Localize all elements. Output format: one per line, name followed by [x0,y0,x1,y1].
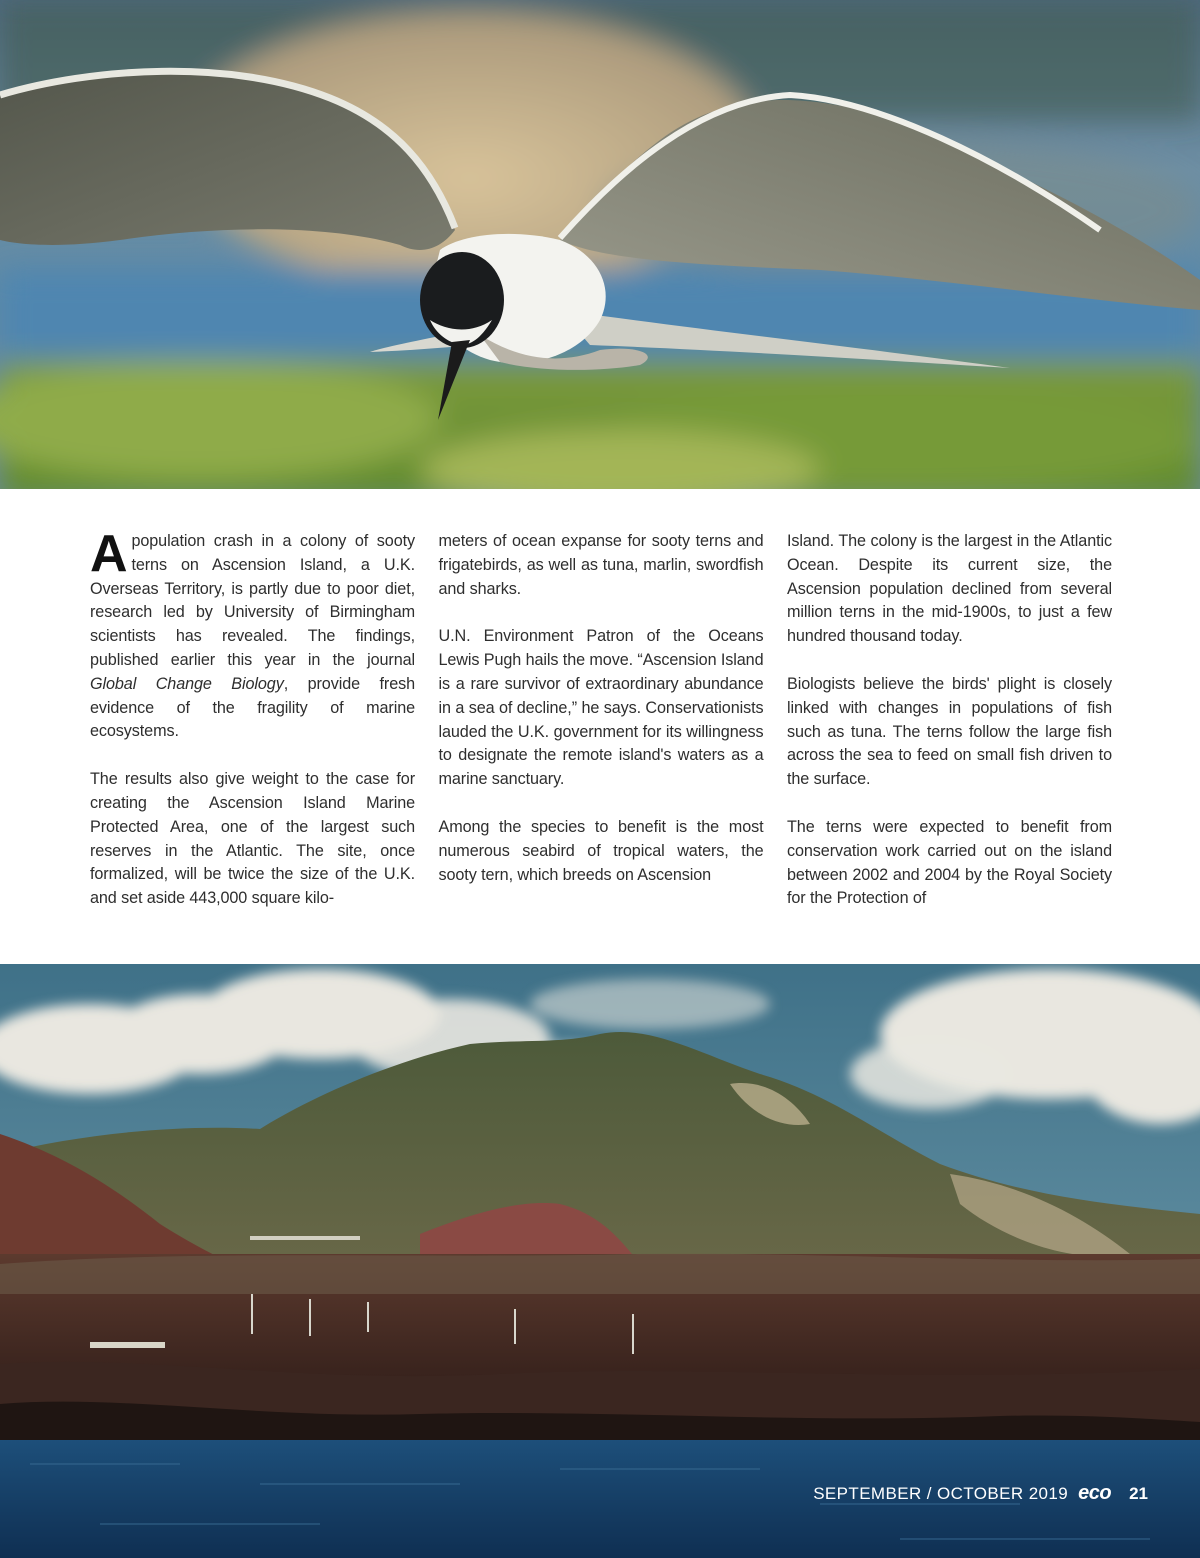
article-column-3 [787,530,1112,935]
article-paragraph: Island. The colony is the largest in the Atlantic Ocean. Despite its current size, the Ascension population declined from several million terns in the mid-1900s, to just a few hundred thousand today. [787,532,1112,646]
article-column-1 [90,525,415,935]
eco-logo: eco [1078,1482,1112,1504]
page-footer [813,1482,1148,1505]
paragraph-text: population crash in a colony of sooty terns on Ascension Island, a U.K. Overseas Territory, is partly due to poor diet, research led by University of Birmingham scientists has revealed. The findings, published earlier this year in the journal [90,532,415,669]
article-paragraph: Biologists believe the birds' plight is closely linked with changes in populations of fish such as tuna. The terns follow the large fish across the sea to feed on small fish driven to the surface. [787,674,1112,789]
issue-date: SEPTEMBER / OCTOBER 2019 [813,1484,1069,1503]
page-number: 21 [1129,1484,1148,1503]
journal-title: Global Change Biology [90,674,284,693]
photo-ascension-island [0,964,1200,1558]
article-body [90,525,1112,935]
article-paragraph: U.N. Environment Patron of the Oceans Lewis Pugh hails the move. “Ascension Island is a rare survivor of extraordinary abundance in a sea of decline,” he says. Conservationists lauded the U.K. government for its willingness to designate the remote island's waters as a marine sanctuary. [438,627,764,789]
article-paragraph: meters of ocean expanse for sooty terns and frigatebirds, as well as tuna, marlin, swordfish and sharks. [438,532,764,598]
article-paragraph [90,525,415,744]
article-paragraph: Among the species to benefit is the most numerous seabird of tropical waters, the sooty tern, which breeds on Ascension [438,817,764,884]
article-paragraph: The results also give weight to the case for creating the Ascension Island Marine Protected Area, one of the largest such reserves in the Atlantic. The site, once formalized, will be twice the size of the U.K. and set aside 443,000 square kilo- [90,770,415,908]
ascension-island-image [0,964,1200,1558]
sooty-tern-image [0,0,1200,489]
article-column-2 [439,530,764,935]
photo-sooty-tern [0,0,1200,489]
article-paragraph: The terns were expected to benefit from conservation work carried out on the island between 2002 and 2004 by the Royal Society for the Protection of [787,817,1112,908]
paragraph-text: , provide fresh evidence of the fragility of marine ecosystems. [90,674,415,741]
drop-cap: A [90,525,128,583]
